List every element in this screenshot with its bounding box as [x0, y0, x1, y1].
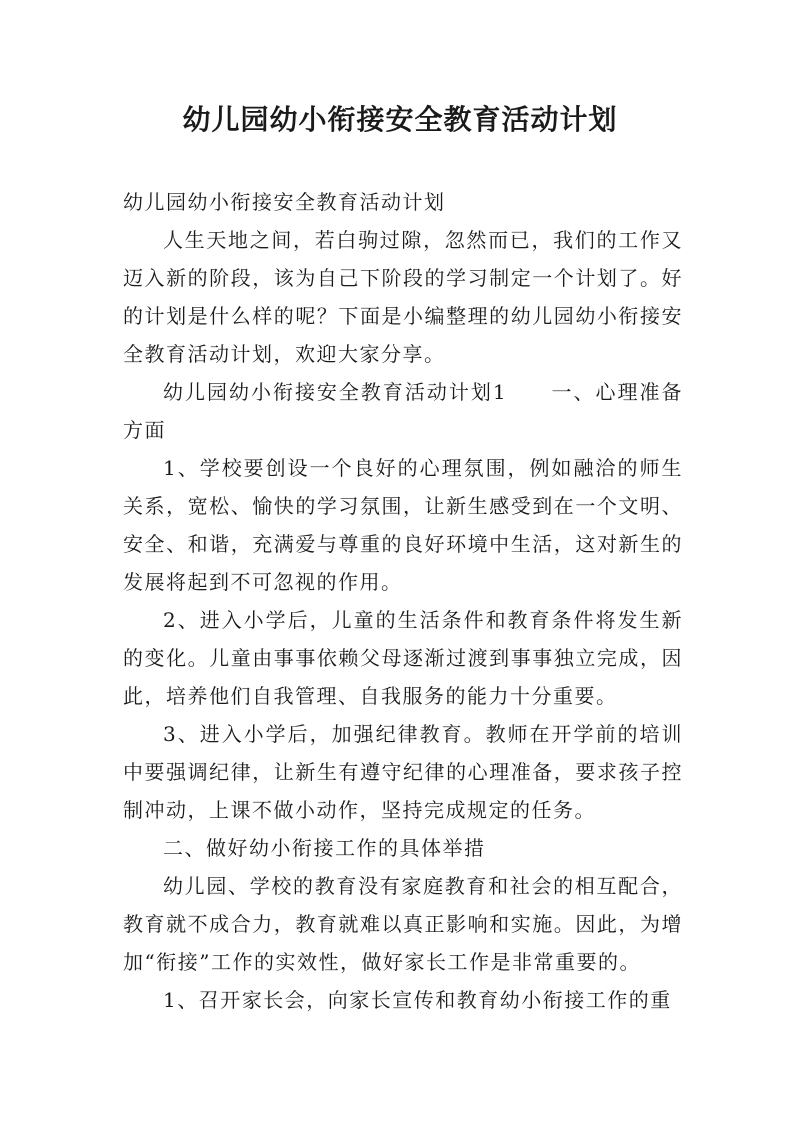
subtitle-paragraph: 幼儿园幼小衔接安全教育活动计划 — [123, 190, 446, 214]
list-item-paragraph: 2、进入小学后，儿童的生活条件和教育条件将发生新的变化。儿童由事事依赖父母逐渐过渡到事事独立完成，因此，培养他们自我管理、自我服务的能力十分重要。 — [123, 608, 683, 708]
list-item-paragraph: 3、进入小学后，加强纪律教育。教师在开学前的培训中要强调纪律，让新生有遵守纪律的心理准备，要求孩子控制冲动，上课不做小动作，坚持完成规定的任务。 — [123, 722, 683, 822]
section-heading-paragraph: 幼儿园幼小衔接安全教育活动计划1 一、心理准备方面 — [123, 380, 683, 442]
document-body — [123, 183, 683, 1019]
document-title: 幼儿园幼小衔接安全教育活动计划 — [182, 103, 618, 136]
section-heading-paragraph: 二、做好幼小衔接工作的具体举措 — [163, 836, 486, 860]
list-item-paragraph: 1、学校要创设一个良好的心理氛围，例如融洽的师生关系，宽松、愉快的学习氛围，让新生感受到在一个文明、安全、和谐，充满爱与尊重的良好环境中生活，这对新生的发展将起到不可忽视的作用。 — [123, 456, 683, 594]
list-item-paragraph: 1、召开家长会，向家长宣传和教育幼小衔接工作的重 — [163, 988, 672, 1012]
body-paragraph: 幼儿园、学校的教育没有家庭教育和社会的相互配合，教育就不成合力，教育就难以真正影响和实施。因此，为增加“衔接”工作的实效性，做好家长工作是非常重要的。 — [123, 874, 683, 974]
intro-paragraph: 人生天地之间，若白驹过隙，忽然而已，我们的工作又迈入新的阶段，该为自己下阶段的学习制定一个计划了。好的计划是什么样的呢？下面是小编整理的幼儿园幼小衔接安全教育活动计划，欢迎大家分享。 — [123, 228, 683, 366]
